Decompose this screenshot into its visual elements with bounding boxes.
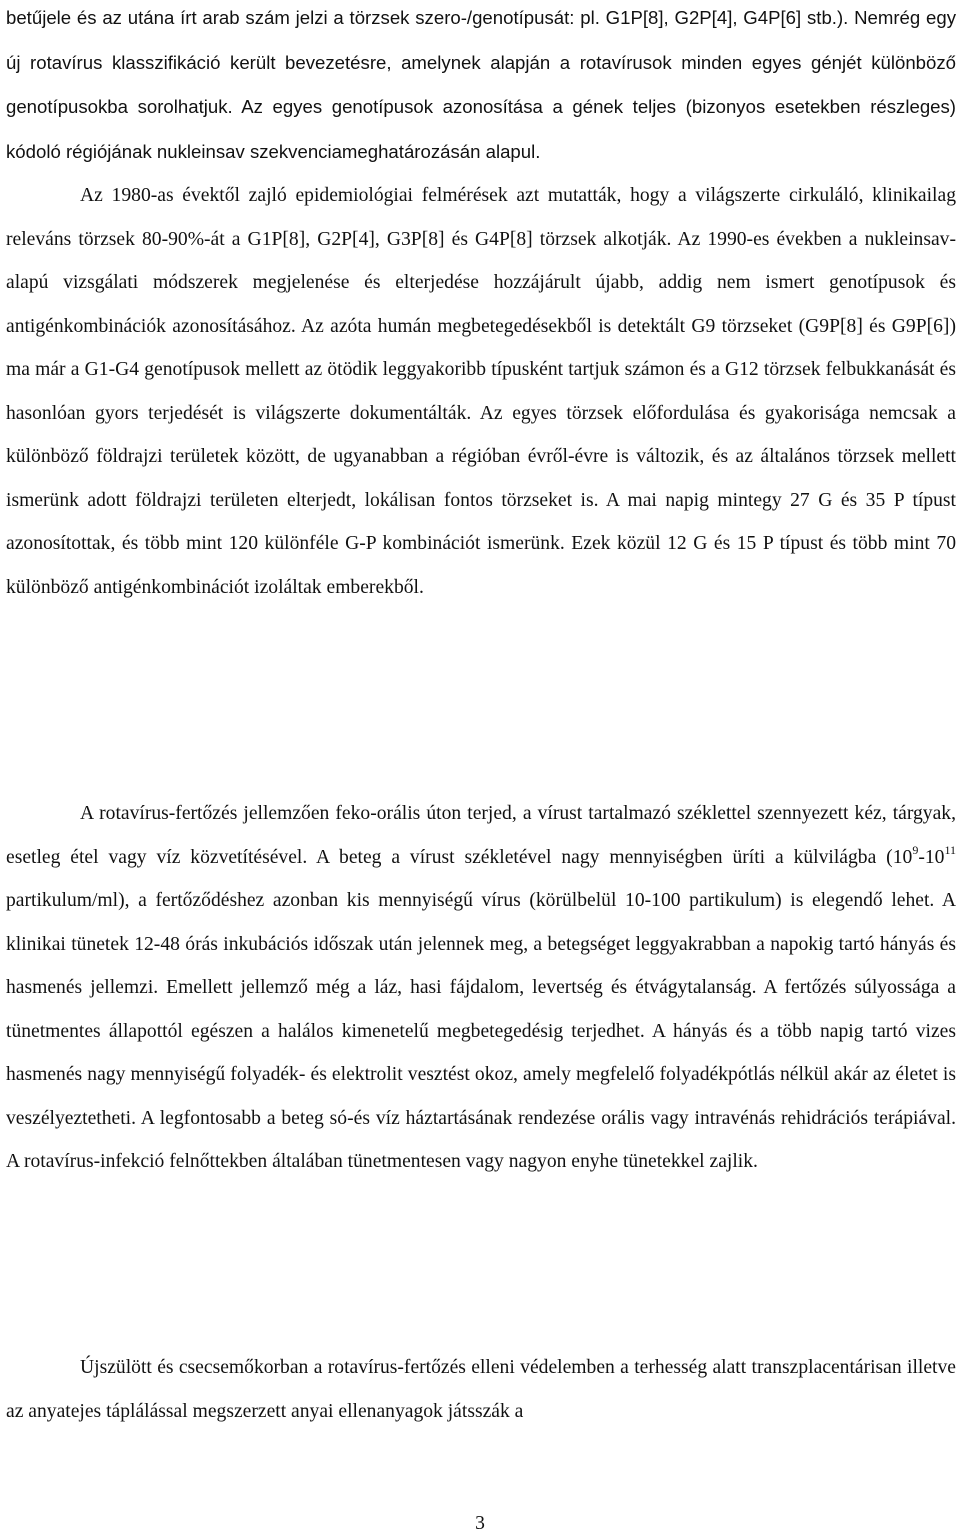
transmission-text-part1: A rotavírus-fertőzés jellemzően feko-orális úton terjed, a vírust tartalmazó széklettel szennyezett kéz, tárgyak, esetleg étel vagy víz közvetítésével. A beteg a vírust székletével nagy mennyiségben üríti a külvilágba (10 <box>6 803 956 868</box>
maternal-antibodies-text: Újszülött és csecsemőkorban a rotavírus-fertőzés elleni védelemben a terhesség alatt transzplacentárisan illetve az anyatejes táplálással megszerzett anyai ellenanyagok játsszák a <box>6 1357 956 1422</box>
paragraph-genotype-intro: betűjele és az utána írt arab szám jelzi a törzsek szero-/genotípusát: pl. G1P[8], G2P[4], G4P[6] stb.). Nemrég egy új rotavírus klasszifikáció került bevezetésre, amelynek alapján a rotavírusok minden egyes génjét különböző genotípusokba sorolhatjuk. Az egyes genotípusok azonosítása a gének teljes (bizonyos esetekben részleges) kódoló régiójának nukleinsav szekvenciameghatározásán alapul. <box>6 7 956 162</box>
exponent-11: 11 <box>944 842 956 857</box>
paragraph-transmission <box>6 792 956 1184</box>
paragraph-epidemiology-text: Az 1980-as évektől zajló epidemiológiai felmérések azt mutatták, hogy a világszerte cirkuláló, klinikailag releváns törzsek 80-90%-át a G1P[8], G2P[4], G3P[8] és G4P[8] törzsek alkotják. Az 1990-es években a nukleinsav-alapú vizsgálati módszerek megjelenése és elterjedése hozzájárult újabb, addig nem ismert genotípusok és antigénkombinációk azonosításához. Az azóta humán megbetegedésekből is detektált G9 törzseket (G9P[8] és G9P[6]) ma már a G1-G4 genotípusok mellett az ötödik leggyakoribb típusként tartjuk számon és a G12 törzsek felbukkanását és hasonlóan gyors terjedését is világszerte dokumentálták. Az egyes törzsek előfordulása és gyakorisága nemcsak a különböző földrajzi területek között, de ugyanabban a régióban évről-évre is változik, és az általános törzsek mellett ismerünk adott földrajzi területen elterjedt, lokálisan fontos törzseket is. A mai napig mintegy 27 G és 35 P típust azonosítottak, és több mint 120 különféle G-P kombinációt ismerünk. Ezek közül 12 G és 15 P típust és több mint 70 különböző antigénkombinációt izoláltak emberekből. <box>6 185 956 598</box>
page-number: 3 <box>475 1513 485 1534</box>
transmission-text-part3: partikulum/ml), a fertőződéshez azonban kis mennyiségű vírus (körülbelül 10-100 partikulum) is elegendő lehet. A klinikai tünetek 12-48 órás inkubációs időszak után jelennek meg, a betegséget leggyakrabban a napokig tartó hányás és hasmenés jellemzi. Emellett jellemző még a láz, hasi fájdalom, levertség és étvágytalanság. A fertőzés súlyossága a tünetmentes állapottól egészen a halálos kimenetelű megbetegedésig terjedhet. A hányás és a több napig tartó vizes hasmenés nagy mennyiségű folyadék- és elektrolit vesztést okoz, amely megfelelő folyadékpótlás nélkül akár az életet is veszélyeztetheti. A legfontosabb a beteg só-és víz háztartásának rendezése orális vagy intravénás rehidrációs terápiával. A rotavírus-infekció felnőttekben általában tünetmentesen vagy nagyon enyhe tünetekkel zajlik. <box>6 890 956 1172</box>
transmission-text-part2: -10 <box>918 846 945 868</box>
paragraph-genotype-epidemiology <box>6 0 956 609</box>
paragraph-maternal-antibodies <box>6 1346 956 1433</box>
exponent-9: 9 <box>912 842 919 857</box>
